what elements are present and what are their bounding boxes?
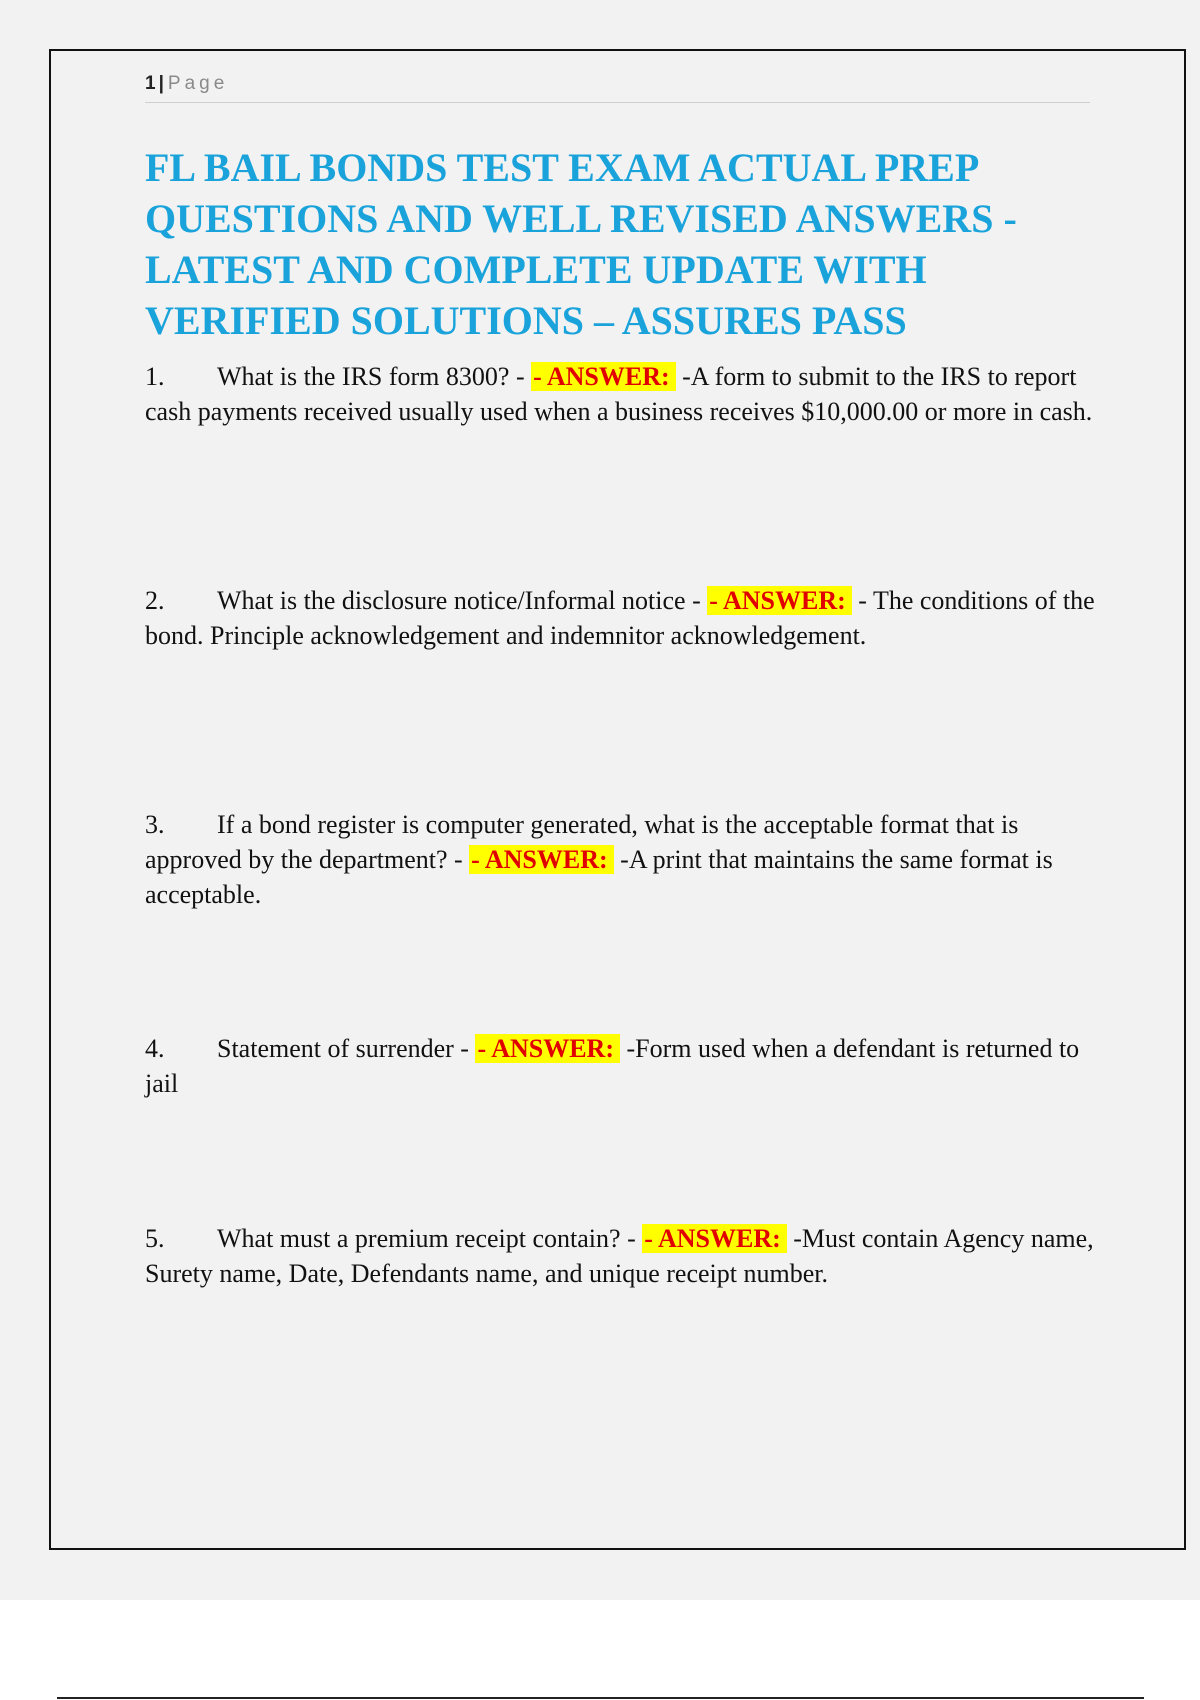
question-text: What is the disclosure notice/Informal notice - [217, 586, 708, 615]
answer-text: -A print that maintains the same format is acceptable. [145, 845, 1053, 909]
question-item-3 [145, 807, 1095, 912]
page-header [145, 70, 1090, 103]
page-word: Page [167, 73, 229, 94]
question-number: 2. [145, 586, 165, 615]
question-text: What must a premium receipt contain? - [217, 1224, 643, 1253]
question-number: 3. [145, 810, 165, 839]
document-title: FL BAIL BONDS TEST EXAM ACTUAL PREP QUESTIONS AND WELL REVISED ANSWERS - LATEST AND COMPLETE UPDATE WITH VERIFIED SOLUTIONS – ASSURES PASS [145, 145, 1017, 343]
answer-label: - ANSWER: [707, 586, 852, 615]
question-number: 4. [145, 1034, 165, 1063]
question-text: If a bond register is computer generated, what is the acceptable format that is approved by the department? - [145, 810, 1019, 874]
answer-text: -Must contain Agency name, Surety name, Date, Defendants name, and unique receipt number. [145, 1224, 1094, 1288]
answer-label: - ANSWER: [642, 1224, 787, 1253]
answer-text: -Form used when a defendant is returned to jail [145, 1034, 1080, 1098]
answer-label: - ANSWER: [475, 1034, 620, 1063]
question-item-5 [145, 1221, 1095, 1291]
question-item-1 [145, 359, 1095, 429]
answer-label: - ANSWER: [531, 362, 676, 391]
page-separator: | [158, 73, 164, 94]
question-item-2 [145, 583, 1095, 653]
question-item-4 [145, 1031, 1095, 1101]
page-number: 1 [145, 73, 156, 94]
answer-text: -A form to submit to the IRS to report cash payments received usually used when a business receives $10,000.00 or more in cash. [145, 362, 1093, 426]
answer-text: - The conditions of the bond. Principle acknowledgement and indemnitor acknowledgement. [145, 586, 1095, 650]
next-page-rule [57, 1697, 1144, 1699]
question-number: 1. [145, 362, 165, 391]
question-text: Statement of surrender - [217, 1034, 476, 1063]
question-number: 5. [145, 1224, 165, 1253]
question-text: What is the IRS form 8300? - [217, 362, 532, 391]
answer-label: - ANSWER: [469, 845, 614, 874]
